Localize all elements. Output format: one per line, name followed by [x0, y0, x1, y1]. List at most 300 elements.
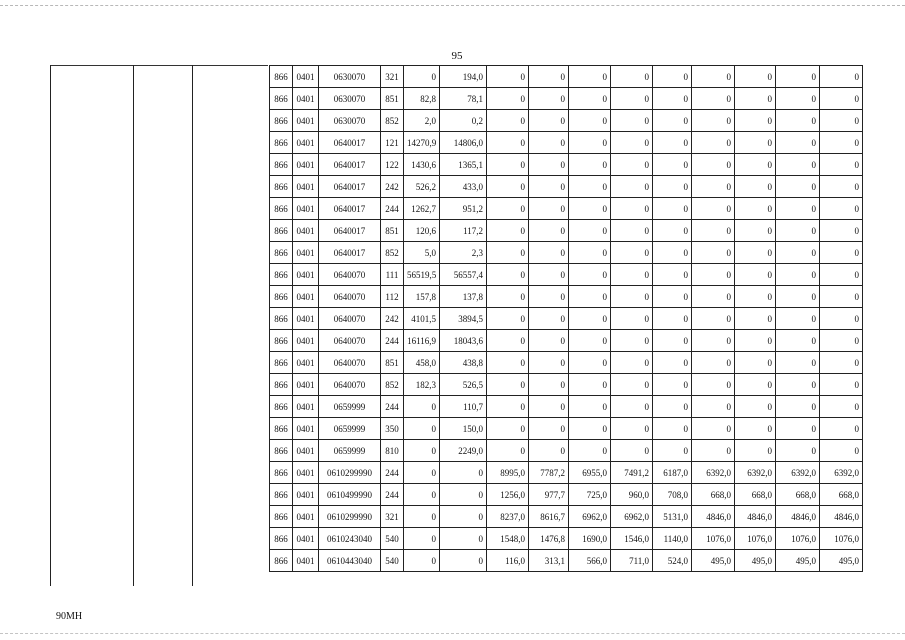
table-cell: 6962,0	[611, 506, 653, 528]
table-cell: 0	[569, 308, 611, 330]
table-cell: 810	[381, 440, 404, 462]
table-cell: 866	[270, 462, 293, 484]
table-cell: 0	[776, 396, 820, 418]
table-row	[270, 110, 863, 132]
table-cell: 0	[487, 418, 529, 440]
table-cell: 6955,0	[569, 462, 611, 484]
table-cell: 244	[381, 396, 404, 418]
table-cell: 0	[653, 132, 692, 154]
table-row	[270, 264, 863, 286]
table-cell: 668,0	[735, 484, 776, 506]
table-cell: 0	[611, 242, 653, 264]
table-cell: 0659999	[319, 396, 381, 418]
table-cell: 0	[487, 88, 529, 110]
table-cell: 157,8	[404, 286, 440, 308]
table-cell: 194,0	[440, 66, 487, 88]
table-cell: 0	[776, 264, 820, 286]
table-cell: 668,0	[820, 484, 863, 506]
table-cell: 0	[653, 220, 692, 242]
table-row	[270, 484, 863, 506]
table-cell: 0401	[293, 352, 319, 374]
table-cell: 244	[381, 484, 404, 506]
scan-edge-top	[0, 5, 905, 6]
table-cell: 0	[653, 374, 692, 396]
table-cell: 0	[776, 286, 820, 308]
table-cell: 0	[692, 242, 735, 264]
left-column-divider	[50, 65, 51, 586]
left-column-divider	[133, 65, 134, 586]
table-cell: 866	[270, 418, 293, 440]
footer-code: 90MH	[56, 611, 83, 622]
table-cell: 0640017	[319, 242, 381, 264]
table-cell: 0	[692, 176, 735, 198]
table-cell: 0	[776, 110, 820, 132]
table-cell: 866	[270, 286, 293, 308]
table-cell: 0640070	[319, 352, 381, 374]
table-cell: 0	[653, 440, 692, 462]
table-cell: 0	[735, 440, 776, 462]
table-cell: 0401	[293, 374, 319, 396]
table-cell: 0	[692, 308, 735, 330]
table-cell: 0	[487, 308, 529, 330]
budget-table	[269, 65, 863, 572]
table-cell: 0	[569, 330, 611, 352]
table-cell: 866	[270, 110, 293, 132]
table-row	[270, 242, 863, 264]
table-cell: 0	[611, 132, 653, 154]
table-cell: 495,0	[820, 550, 863, 572]
table-cell: 0401	[293, 396, 319, 418]
table-cell: 852	[381, 242, 404, 264]
table-cell: 0	[529, 88, 569, 110]
table-cell: 0610299990	[319, 462, 381, 484]
table-cell: 5,0	[404, 242, 440, 264]
table-cell: 866	[270, 132, 293, 154]
table-cell: 0	[569, 440, 611, 462]
table-cell: 0401	[293, 440, 319, 462]
table-row	[270, 198, 863, 220]
table-cell: 0	[611, 286, 653, 308]
table-cell: 0	[569, 374, 611, 396]
table-cell: 121	[381, 132, 404, 154]
table-cell: 0	[569, 110, 611, 132]
table-cell: 0	[611, 352, 653, 374]
table-cell: 321	[381, 66, 404, 88]
table-cell: 117,2	[440, 220, 487, 242]
table-cell: 540	[381, 550, 404, 572]
table-cell: 0	[529, 374, 569, 396]
table-cell: 866	[270, 484, 293, 506]
table-cell: 0659999	[319, 418, 381, 440]
table-cell: 56519,5	[404, 264, 440, 286]
table-cell: 1262,7	[404, 198, 440, 220]
table-cell: 866	[270, 528, 293, 550]
table-cell: 866	[270, 308, 293, 330]
table-cell: 0	[529, 418, 569, 440]
table-cell: 866	[270, 374, 293, 396]
table-cell: 0	[529, 286, 569, 308]
table-cell: 0	[776, 154, 820, 176]
table-cell: 0	[820, 66, 863, 88]
table-cell: 0	[653, 330, 692, 352]
table-cell: 0	[776, 176, 820, 198]
table-cell: 0	[653, 396, 692, 418]
table-cell: 0	[569, 132, 611, 154]
table-cell: 14806,0	[440, 132, 487, 154]
table-cell: 458,0	[404, 352, 440, 374]
table-cell: 0	[529, 330, 569, 352]
table-cell: 0	[735, 220, 776, 242]
table-cell: 0	[529, 154, 569, 176]
table-cell: 0	[820, 198, 863, 220]
table-cell: 0640070	[319, 330, 381, 352]
table-row	[270, 528, 863, 550]
table-cell: 120,6	[404, 220, 440, 242]
table-cell: 0	[820, 396, 863, 418]
table-cell: 0640017	[319, 198, 381, 220]
table-cell: 0	[692, 198, 735, 220]
table-row	[270, 550, 863, 572]
table-cell: 0	[569, 176, 611, 198]
table-cell: 1256,0	[487, 484, 529, 506]
table-cell: 0401	[293, 220, 319, 242]
table-cell: 182,3	[404, 374, 440, 396]
table-cell: 0401	[293, 528, 319, 550]
table-cell: 244	[381, 462, 404, 484]
table-cell: 1430,6	[404, 154, 440, 176]
table-cell: 0	[692, 286, 735, 308]
table-cell: 0	[692, 352, 735, 374]
table-cell: 0610443040	[319, 550, 381, 572]
table-cell: 0	[404, 440, 440, 462]
table-cell: 0	[776, 198, 820, 220]
table-cell: 0	[529, 66, 569, 88]
table-cell: 0	[776, 242, 820, 264]
table-cell: 0	[776, 308, 820, 330]
table-cell: 0	[692, 132, 735, 154]
table-cell: 0	[820, 242, 863, 264]
table-row	[270, 506, 863, 528]
table-cell: 116,0	[487, 550, 529, 572]
table-cell: 0	[611, 198, 653, 220]
table-row	[270, 330, 863, 352]
table-cell: 0	[440, 550, 487, 572]
table-cell: 4101,5	[404, 308, 440, 330]
table-cell: 866	[270, 176, 293, 198]
table-cell: 1365,1	[440, 154, 487, 176]
table-cell: 0	[735, 176, 776, 198]
table-cell: 0	[569, 66, 611, 88]
table-cell: 0640070	[319, 374, 381, 396]
table-cell: 0	[404, 528, 440, 550]
table-cell: 711,0	[611, 550, 653, 572]
table-cell: 0	[569, 88, 611, 110]
table-cell: 7491,2	[611, 462, 653, 484]
table-cell: 4846,0	[820, 506, 863, 528]
table-cell: 0	[487, 176, 529, 198]
table-cell: 0	[692, 264, 735, 286]
table-cell: 6392,0	[692, 462, 735, 484]
table-cell: 0659999	[319, 440, 381, 462]
table-cell: 0	[569, 198, 611, 220]
table-cell: 112	[381, 286, 404, 308]
table-cell: 0	[653, 88, 692, 110]
table-row	[270, 154, 863, 176]
table-cell: 866	[270, 264, 293, 286]
table-cell: 0	[776, 88, 820, 110]
table-cell: 526,2	[404, 176, 440, 198]
table-cell: 0	[611, 176, 653, 198]
table-cell: 6392,0	[776, 462, 820, 484]
table-cell: 244	[381, 330, 404, 352]
table-row	[270, 462, 863, 484]
table-cell: 0	[487, 220, 529, 242]
table-cell: 0	[404, 396, 440, 418]
table-cell: 0401	[293, 132, 319, 154]
table-row	[270, 440, 863, 462]
table-cell: 866	[270, 66, 293, 88]
table-cell: 1546,0	[611, 528, 653, 550]
table-cell: 0	[569, 264, 611, 286]
table-cell: 0	[692, 66, 735, 88]
page-number: 95	[451, 50, 463, 62]
table-cell: 0	[529, 132, 569, 154]
table-cell: 0	[692, 88, 735, 110]
table-cell: 0640017	[319, 220, 381, 242]
table-cell: 0	[569, 352, 611, 374]
table-cell: 6187,0	[653, 462, 692, 484]
table-cell: 0	[569, 396, 611, 418]
table-cell: 0	[735, 396, 776, 418]
table-cell: 0	[692, 220, 735, 242]
table-cell: 0	[653, 418, 692, 440]
table-cell: 0	[529, 110, 569, 132]
table-cell: 0401	[293, 506, 319, 528]
table-cell: 866	[270, 198, 293, 220]
table-cell: 0	[569, 220, 611, 242]
table-cell: 0	[611, 330, 653, 352]
table-cell: 0	[735, 88, 776, 110]
table-cell: 4846,0	[735, 506, 776, 528]
scan-edge-bottom	[0, 633, 905, 634]
table-cell: 495,0	[776, 550, 820, 572]
table-cell: 0	[735, 198, 776, 220]
table-cell: 0401	[293, 154, 319, 176]
table-cell: 0	[529, 396, 569, 418]
table-cell: 0	[820, 418, 863, 440]
table-cell: 0	[611, 88, 653, 110]
table-cell: 0	[776, 220, 820, 242]
table-cell: 1076,0	[820, 528, 863, 550]
table-cell: 6392,0	[820, 462, 863, 484]
table-cell: 14270,9	[404, 132, 440, 154]
table-cell: 0	[611, 264, 653, 286]
table-cell: 0	[569, 154, 611, 176]
table-cell: 0	[692, 440, 735, 462]
table-cell: 313,1	[529, 550, 569, 572]
table-cell: 0	[404, 418, 440, 440]
table-cell: 866	[270, 506, 293, 528]
table-cell: 0	[776, 352, 820, 374]
table-cell: 0	[487, 154, 529, 176]
table-cell: 0	[735, 418, 776, 440]
table-row	[270, 374, 863, 396]
table-cell: 8616,7	[529, 506, 569, 528]
table-cell: 0640070	[319, 264, 381, 286]
table-cell: 56557,4	[440, 264, 487, 286]
table-cell: 0	[487, 66, 529, 88]
table-cell: 668,0	[692, 484, 735, 506]
table-cell: 242	[381, 176, 404, 198]
table-row	[270, 396, 863, 418]
table-cell: 540	[381, 528, 404, 550]
table-cell: 4846,0	[776, 506, 820, 528]
table-cell: 1476,8	[529, 528, 569, 550]
table-cell: 0	[735, 110, 776, 132]
table-cell: 0	[404, 66, 440, 88]
table-cell: 495,0	[735, 550, 776, 572]
table-cell: 0	[487, 374, 529, 396]
table-cell: 0	[653, 308, 692, 330]
table-cell: 0	[440, 462, 487, 484]
table-row	[270, 220, 863, 242]
table-row	[270, 352, 863, 374]
table-cell: 6962,0	[569, 506, 611, 528]
table-cell: 866	[270, 550, 293, 572]
table-cell: 0	[611, 220, 653, 242]
table-cell: 0401	[293, 88, 319, 110]
table-cell: 0	[820, 154, 863, 176]
table-cell: 2,3	[440, 242, 487, 264]
table-cell: 0	[820, 110, 863, 132]
table-cell: 526,5	[440, 374, 487, 396]
table-cell: 0	[404, 550, 440, 572]
table-cell: 0610243040	[319, 528, 381, 550]
table-cell: 0640017	[319, 154, 381, 176]
table-cell: 0	[820, 374, 863, 396]
table-cell: 0	[735, 308, 776, 330]
table-cell: 725,0	[569, 484, 611, 506]
table-cell: 0	[735, 286, 776, 308]
table-cell: 242	[381, 308, 404, 330]
table-cell: 3894,5	[440, 308, 487, 330]
table-cell: 0	[440, 484, 487, 506]
table-cell: 0	[529, 440, 569, 462]
table-cell: 0	[529, 220, 569, 242]
table-cell: 0	[735, 242, 776, 264]
table-cell: 0	[440, 528, 487, 550]
table-cell: 0	[529, 198, 569, 220]
table-cell: 0	[776, 330, 820, 352]
table-cell: 708,0	[653, 484, 692, 506]
table-cell: 960,0	[611, 484, 653, 506]
left-column-divider	[192, 65, 193, 586]
table-cell: 0640070	[319, 286, 381, 308]
left-columns-top-rule	[50, 65, 268, 66]
table-cell: 0	[820, 286, 863, 308]
table-cell: 566,0	[569, 550, 611, 572]
table-cell: 0	[735, 264, 776, 286]
table-cell: 0	[820, 132, 863, 154]
table-cell: 18043,6	[440, 330, 487, 352]
table-cell: 866	[270, 396, 293, 418]
table-cell: 0401	[293, 198, 319, 220]
table-cell: 110,7	[440, 396, 487, 418]
table-cell: 0630070	[319, 88, 381, 110]
table-cell: 150,0	[440, 418, 487, 440]
table-cell: 0	[487, 352, 529, 374]
table-cell: 0	[487, 330, 529, 352]
table-cell: 524,0	[653, 550, 692, 572]
table-cell: 852	[381, 374, 404, 396]
table-cell: 0640017	[319, 176, 381, 198]
table-row	[270, 132, 863, 154]
table-cell: 0	[611, 66, 653, 88]
table-cell: 0	[487, 440, 529, 462]
table-cell: 0	[735, 374, 776, 396]
table-cell: 0	[735, 154, 776, 176]
table-cell: 0401	[293, 330, 319, 352]
table-cell: 6392,0	[735, 462, 776, 484]
table-cell: 16116,9	[404, 330, 440, 352]
table-cell: 0	[529, 352, 569, 374]
table-cell: 0	[440, 506, 487, 528]
table-cell: 0	[735, 330, 776, 352]
table-cell: 0	[653, 110, 692, 132]
table-cell: 82,8	[404, 88, 440, 110]
table-cell: 0	[692, 330, 735, 352]
table-cell: 8237,0	[487, 506, 529, 528]
table-cell: 0,2	[440, 110, 487, 132]
table-cell: 0	[487, 198, 529, 220]
table-cell: 0401	[293, 550, 319, 572]
table-cell: 0	[529, 242, 569, 264]
table-cell: 4846,0	[692, 506, 735, 528]
table-cell: 0	[487, 286, 529, 308]
table-cell: 1076,0	[776, 528, 820, 550]
table-cell: 866	[270, 440, 293, 462]
table-cell: 78,1	[440, 88, 487, 110]
table-cell: 0	[569, 418, 611, 440]
table-cell: 0	[820, 330, 863, 352]
table-cell: 0401	[293, 264, 319, 286]
table-cell: 1076,0	[735, 528, 776, 550]
table-cell: 977,7	[529, 484, 569, 506]
table-cell: 0	[776, 66, 820, 88]
table-cell: 0	[487, 396, 529, 418]
table-cell: 122	[381, 154, 404, 176]
table-cell: 0610499990	[319, 484, 381, 506]
table-body	[270, 66, 863, 572]
table-cell: 0	[611, 374, 653, 396]
table-cell: 0	[487, 242, 529, 264]
table-cell: 0	[653, 176, 692, 198]
table-cell: 0	[735, 132, 776, 154]
table-cell: 0	[776, 418, 820, 440]
table-cell: 0	[776, 132, 820, 154]
table-cell: 0401	[293, 176, 319, 198]
table-cell: 0	[611, 308, 653, 330]
table-cell: 0	[404, 462, 440, 484]
left-columns-area	[50, 65, 268, 586]
table-cell: 0	[404, 506, 440, 528]
table-cell: 1076,0	[692, 528, 735, 550]
table-cell: 0	[611, 396, 653, 418]
table-cell: 0	[820, 264, 863, 286]
table-cell: 8995,0	[487, 462, 529, 484]
table-cell: 0	[776, 440, 820, 462]
table-cell: 1140,0	[653, 528, 692, 550]
